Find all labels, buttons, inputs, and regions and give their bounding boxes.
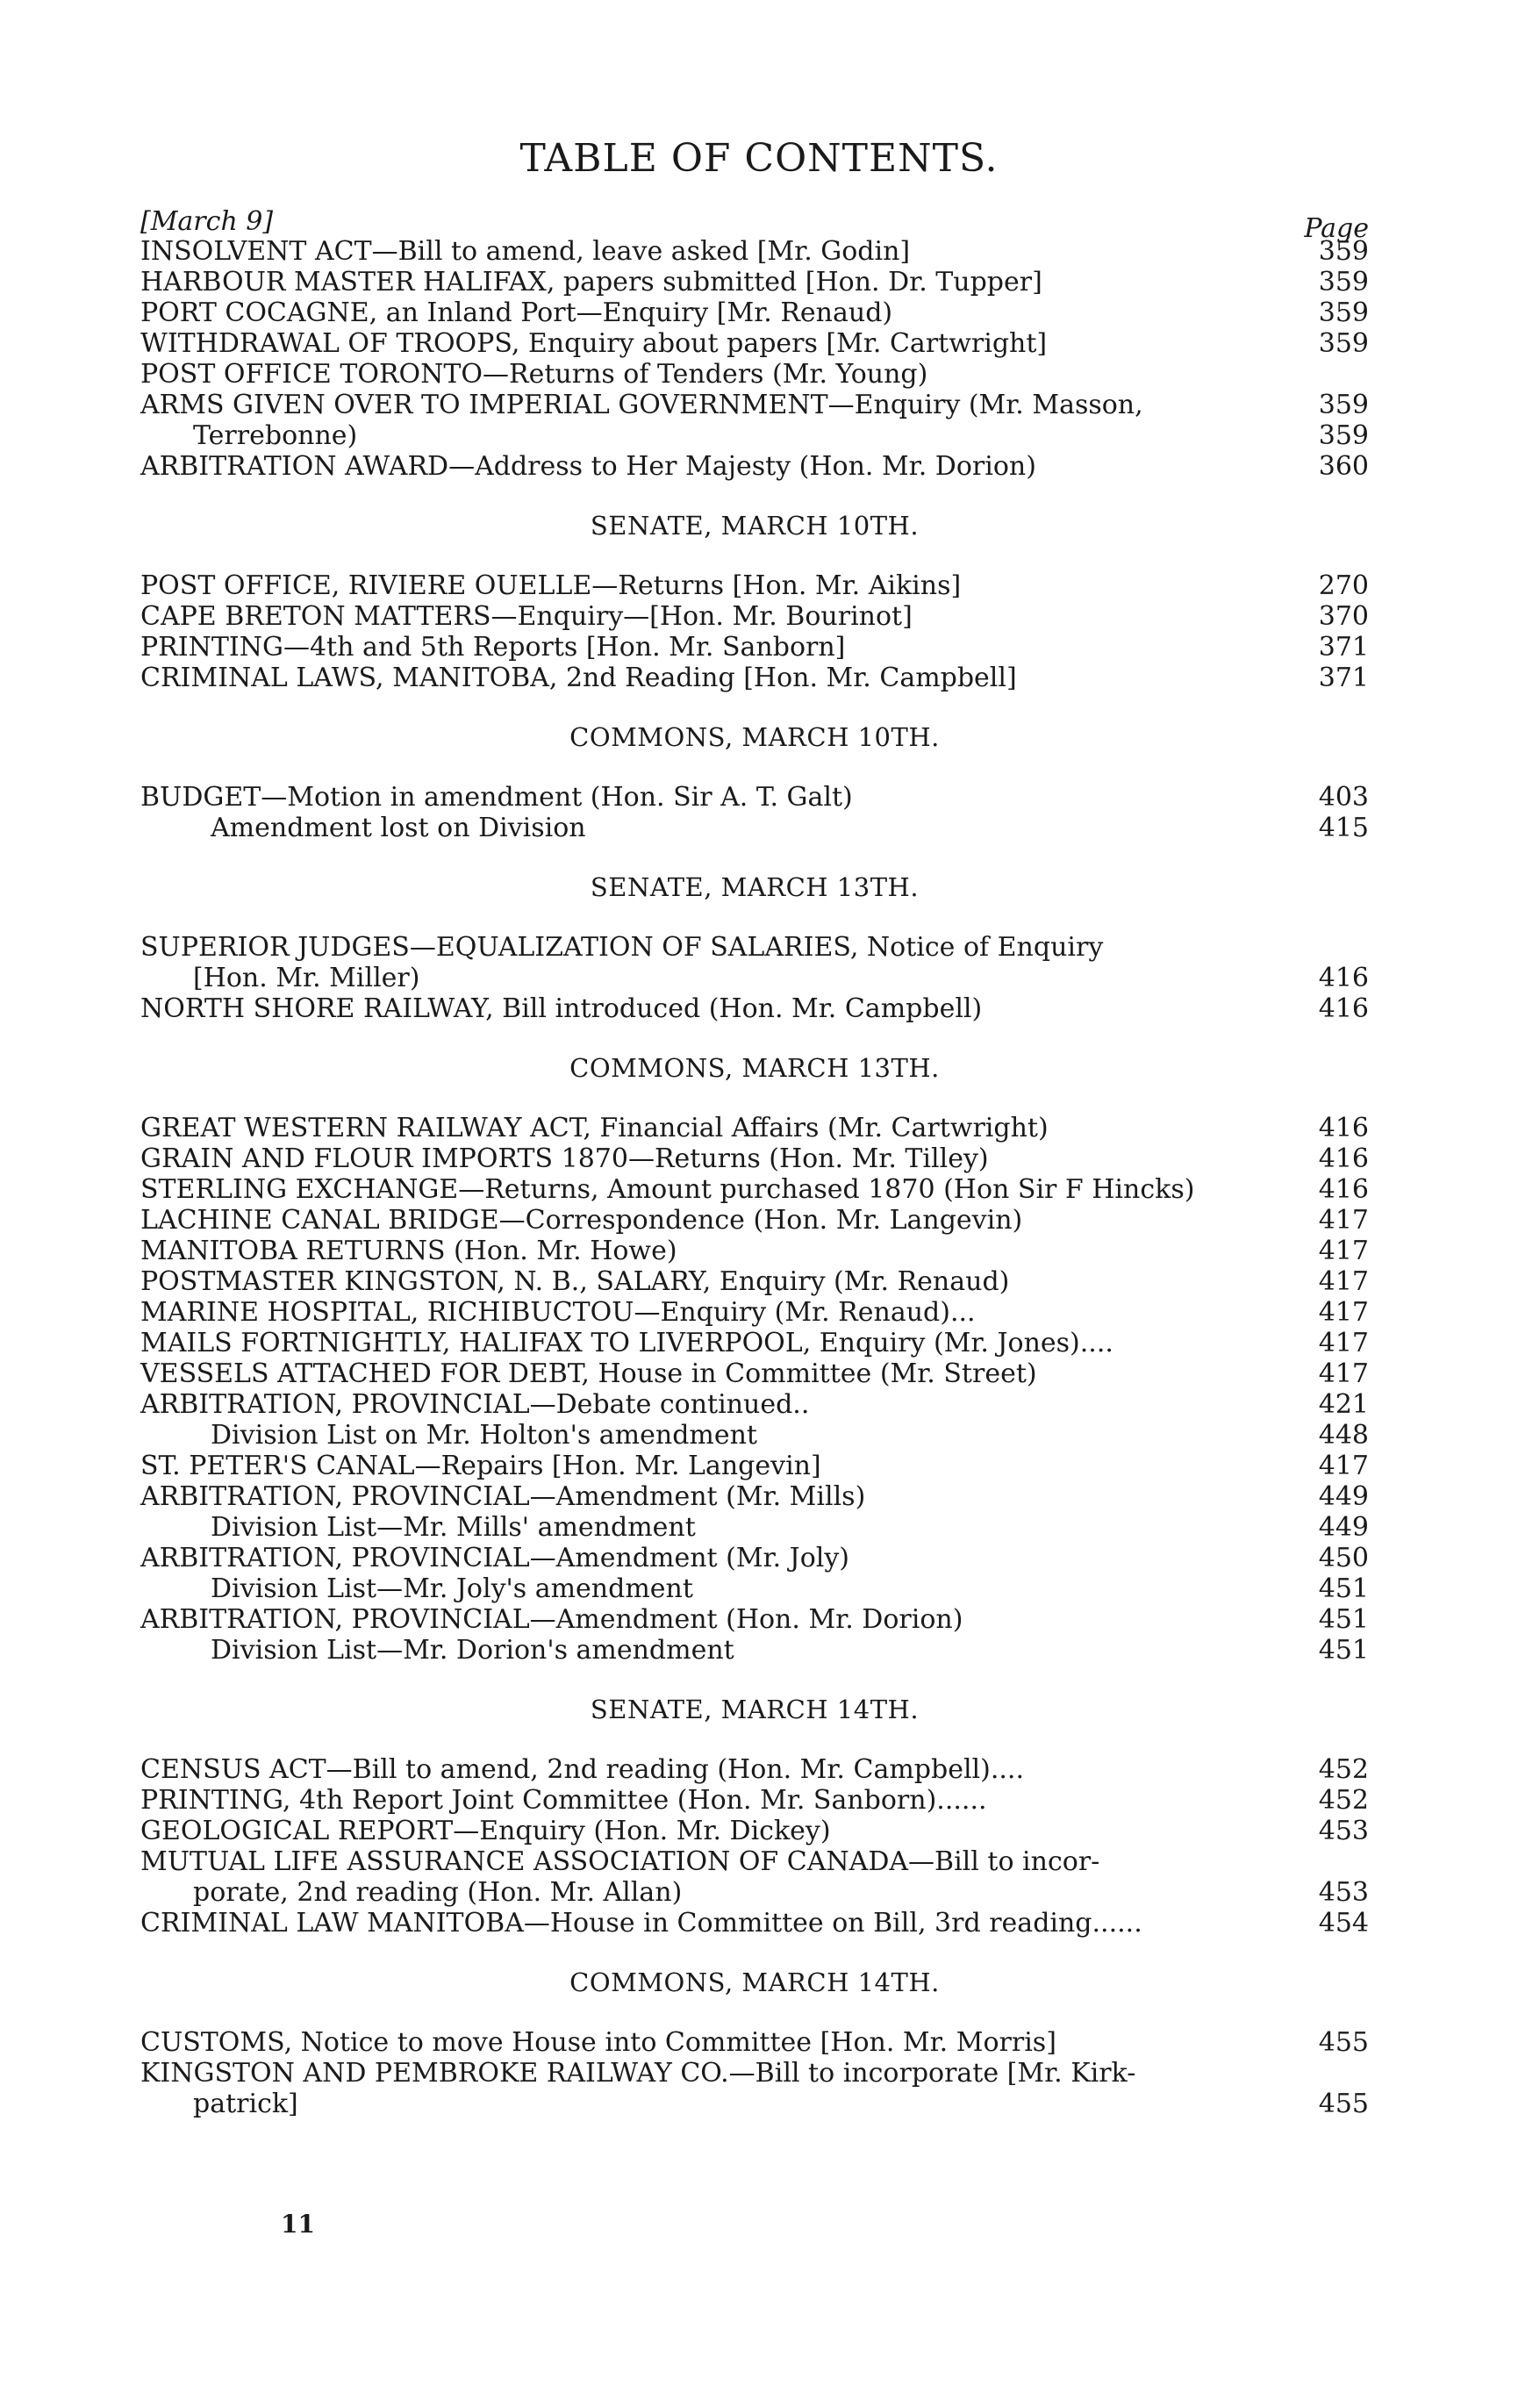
entry-page-number: 359 [1318, 236, 1369, 267]
entry-title: ARBITRATION, PROVINCIAL—Amendment (Hon. Mr. Dorion) [140, 1604, 963, 1635]
page-number-footer: 11 [281, 2210, 315, 2239]
entry-page-number: 415 [1318, 813, 1369, 843]
toc-entry [140, 932, 1369, 963]
entry-title: PRINTING—4th and 5th Reports [Hon. Mr. Sanborn] [140, 632, 846, 663]
toc-entry [140, 632, 1369, 663]
entry-page-number: 448 [1318, 1420, 1369, 1451]
entry-page-number: 421 [1318, 1389, 1369, 1420]
toc-entry [140, 1174, 1369, 1205]
entry-page-number: 403 [1318, 782, 1369, 813]
section-heading: SENATE, MARCH 14TH. [590, 1695, 920, 1724]
entry-title: CRIMINAL LAWS, MANITOBA, 2nd Reading [Hon. Mr. Campbell] [140, 663, 1017, 693]
toc-entry [140, 1512, 1369, 1543]
date-header: [March 9] [140, 206, 274, 237]
toc-entry [140, 1328, 1369, 1358]
entry-title: BUDGET—Motion in amendment (Hon. Sir A. T. Galt) [140, 782, 853, 813]
entry-page-number: 417 [1318, 1358, 1369, 1389]
entry-page-number: 359 [1318, 297, 1369, 328]
toc-entry [140, 963, 1369, 993]
toc-entry [140, 1389, 1369, 1420]
toc-entry [140, 1573, 1369, 1604]
entry-title: INSOLVENT ACT—Bill to amend, leave asked [Mr. Godin] [140, 236, 911, 267]
entry-title: GRAIN AND FLOUR IMPORTS 1870—Returns (Hon. Mr. Tilley) [140, 1143, 989, 1174]
entry-title: MAILS FORTNIGHTLY, HALIFAX TO LIVERPOOL, Enquiry (Mr. Jones).... [140, 1328, 1113, 1358]
toc-entry [140, 1143, 1369, 1174]
entry-page-number: 416 [1318, 993, 1369, 1024]
entry-title: HARBOUR MASTER HALIFAX, papers submitted [Hon. Dr. Tupper] [140, 267, 1042, 297]
toc-entry [140, 1908, 1369, 1939]
toc-entry [140, 328, 1369, 359]
entry-title: POST OFFICE, RIVIERE OUELLE—Returns [Hon. Mr. Aikins] [140, 570, 962, 601]
entry-title: MARINE HOSPITAL, RICHIBUCTOU—Enquiry (Mr. Renaud)... [140, 1297, 976, 1328]
entry-title: PORT COCAGNE, an Inland Port—Enquiry [Mr. Renaud) [140, 297, 893, 328]
entry-page-number: 450 [1318, 1543, 1369, 1573]
toc-entry [140, 1205, 1369, 1236]
toc-entry [140, 782, 1369, 813]
entry-title: ARMS GIVEN OVER TO IMPERIAL GOVERNMENT—Enquiry (Mr. Masson, [140, 390, 1143, 420]
toc-entry [140, 2058, 1369, 2089]
entry-title: patrick] [193, 2089, 298, 2119]
toc-entry [140, 601, 1369, 632]
entry-page-number: 453 [1318, 1816, 1369, 1846]
entry-page-number: 455 [1318, 2089, 1369, 2119]
toc-entry [140, 1358, 1369, 1389]
toc-entry [140, 1877, 1369, 1908]
toc-entry [140, 1236, 1369, 1266]
entry-title: MANITOBA RETURNS (Hon. Mr. Howe) [140, 1236, 677, 1266]
entry-page-number: 360 [1318, 451, 1369, 482]
toc-entry [140, 1846, 1369, 1877]
toc-entry [140, 420, 1369, 451]
section-heading: SENATE, MARCH 13TH. [590, 872, 920, 902]
entry-title: MUTUAL LIFE ASSURANCE ASSOCIATION OF CANADA—Bill to incor- [140, 1846, 1100, 1877]
entry-title: CAPE BRETON MATTERS—Enquiry—[Hon. Mr. Bourinot] [140, 601, 913, 632]
toc-entry [140, 297, 1369, 328]
section-heading: COMMONS, MARCH 10TH. [569, 722, 940, 752]
entry-title: SUPERIOR JUDGES—EQUALIZATION OF SALARIES, Notice of Enquiry [140, 932, 1104, 963]
toc-entry [140, 1266, 1369, 1297]
entry-title: NORTH SHORE RAILWAY, Bill introduced (Hon. Mr. Campbell) [140, 993, 983, 1024]
entry-page-number: 416 [1318, 963, 1369, 993]
entry-page-number: 417 [1318, 1451, 1369, 1481]
entry-title: STERLING EXCHANGE—Returns, Amount purchased 1870 (Hon Sir F Hincks) [140, 1174, 1195, 1205]
entry-page-number: 416 [1318, 1174, 1369, 1205]
entry-title: Division List—Mr. Mills' amendment [211, 1512, 696, 1543]
entry-title: GEOLOGICAL REPORT—Enquiry (Hon. Mr. Dickey) [140, 1816, 831, 1846]
entry-title: KINGSTON AND PEMBROKE RAILWAY CO.—Bill to incorporate [Mr. Kirk- [140, 2058, 1136, 2089]
entry-page-number: 451 [1318, 1573, 1369, 1604]
toc-entry [140, 1604, 1369, 1635]
entry-title: CENSUS ACT—Bill to amend, 2nd reading (Hon. Mr. Campbell).... [140, 1754, 1024, 1785]
toc-entry [140, 267, 1369, 297]
entry-title: POSTMASTER KINGSTON, N. B., SALARY, Enquiry (Mr. Renaud) [140, 1266, 1010, 1297]
entry-title: ARBITRATION, PROVINCIAL—Amendment (Mr. Mills) [140, 1481, 866, 1512]
toc-entry [140, 993, 1369, 1024]
toc-entry [140, 663, 1369, 693]
entry-page-number: 417 [1318, 1205, 1369, 1236]
toc-entry [140, 813, 1369, 843]
toc-entry [140, 236, 1369, 267]
entry-title: POST OFFICE TORONTO—Returns of Tenders (Mr. Young) [140, 359, 928, 390]
entry-page-number: 270 [1318, 570, 1369, 601]
entry-page-number: 359 [1318, 328, 1369, 359]
entry-title: ARBITRATION AWARD—Address to Her Majesty (Hon. Mr. Dorion) [140, 451, 1036, 482]
toc-entry [140, 1481, 1369, 1512]
toc-entry [140, 1635, 1369, 1666]
entry-title: PRINTING, 4th Report Joint Committee (Hon. Mr. Sanborn)...... [140, 1785, 987, 1816]
section-heading: COMMONS, MARCH 13TH. [569, 1053, 940, 1083]
toc-entry [140, 359, 1369, 390]
toc-entry [140, 390, 1369, 420]
entry-title: Amendment lost on Division [211, 813, 586, 843]
entry-page-number: 416 [1318, 1113, 1369, 1143]
entry-page-number: 359 [1318, 420, 1369, 451]
entry-title: GREAT WESTERN RAILWAY ACT, Financial Affairs (Mr. Cartwright) [140, 1113, 1049, 1143]
table-of-contents [140, 206, 1369, 2119]
toc-entry [140, 451, 1369, 482]
entry-title: ARBITRATION, PROVINCIAL—Debate continued.. [140, 1389, 810, 1420]
entry-page-number: 370 [1318, 601, 1369, 632]
entry-title: LACHINE CANAL BRIDGE—Correspondence (Hon. Mr. Langevin) [140, 1205, 1023, 1236]
entry-page-number: 449 [1318, 1512, 1369, 1543]
entry-title: [Hon. Mr. Miller) [193, 963, 420, 993]
entry-title: Division List—Mr. Dorion's amendment [211, 1635, 734, 1666]
page-column-header: Page [1304, 213, 1369, 244]
entry-page-number: 359 [1318, 267, 1369, 297]
entry-page-number: 359 [1318, 390, 1369, 420]
entry-page-number: 416 [1318, 1143, 1369, 1174]
entry-title: VESSELS ATTACHED FOR DEBT, House in Committee (Mr. Street) [140, 1358, 1037, 1389]
section-heading: SENATE, MARCH 10TH. [590, 511, 920, 541]
entry-title: Division List on Mr. Holton's amendment [211, 1420, 757, 1451]
entry-page-number: 451 [1318, 1604, 1369, 1635]
toc-entry [140, 1816, 1369, 1846]
entry-page-number: 453 [1318, 1877, 1369, 1908]
toc-entry [140, 1543, 1369, 1573]
entry-page-number: 455 [1318, 2027, 1369, 2058]
entry-page-number: 451 [1318, 1635, 1369, 1666]
entry-page-number: 454 [1318, 1908, 1369, 1939]
entry-page-number: 417 [1318, 1297, 1369, 1328]
toc-entry [140, 1420, 1369, 1451]
entry-page-number: 449 [1318, 1481, 1369, 1512]
entry-page-number: 371 [1318, 663, 1369, 693]
toc-entry [140, 1754, 1369, 1785]
entry-title: CUSTOMS, Notice to move House into Committee [Hon. Mr. Morris] [140, 2027, 1056, 2058]
entry-title: porate, 2nd reading (Hon. Mr. Allan) [193, 1877, 683, 1908]
entry-title: Division List—Mr. Joly's amendment [211, 1573, 693, 1604]
toc-entry [140, 1451, 1369, 1481]
entry-page-number: 417 [1318, 1236, 1369, 1266]
page-title: TABLE OF CONTENTS. [519, 136, 999, 181]
toc-entry [140, 1113, 1369, 1143]
entry-page-number: 452 [1318, 1785, 1369, 1816]
entry-title: CRIMINAL LAW MANITOBA—House in Committee on Bill, 3rd reading...... [140, 1908, 1142, 1939]
entry-page-number: 417 [1318, 1266, 1369, 1297]
toc-entry [140, 2089, 1369, 2119]
entry-title: WITHDRAWAL OF TROOPS, Enquiry about papers [Mr. Cartwright] [140, 328, 1048, 359]
entry-page-number: 417 [1318, 1328, 1369, 1358]
toc-entry [140, 1297, 1369, 1328]
toc-entry [140, 2027, 1369, 2058]
toc-entry [140, 570, 1369, 601]
entry-title: Terrebonne) [193, 420, 358, 451]
section-heading: COMMONS, MARCH 14TH. [569, 1967, 940, 1997]
entry-page-number: 452 [1318, 1754, 1369, 1785]
toc-entry [140, 1785, 1369, 1816]
entry-page-number: 371 [1318, 632, 1369, 663]
entry-title: ARBITRATION, PROVINCIAL—Amendment (Mr. Joly) [140, 1543, 850, 1573]
entry-title: ST. PETER'S CANAL—Repairs [Hon. Mr. Langevin] [140, 1451, 821, 1481]
